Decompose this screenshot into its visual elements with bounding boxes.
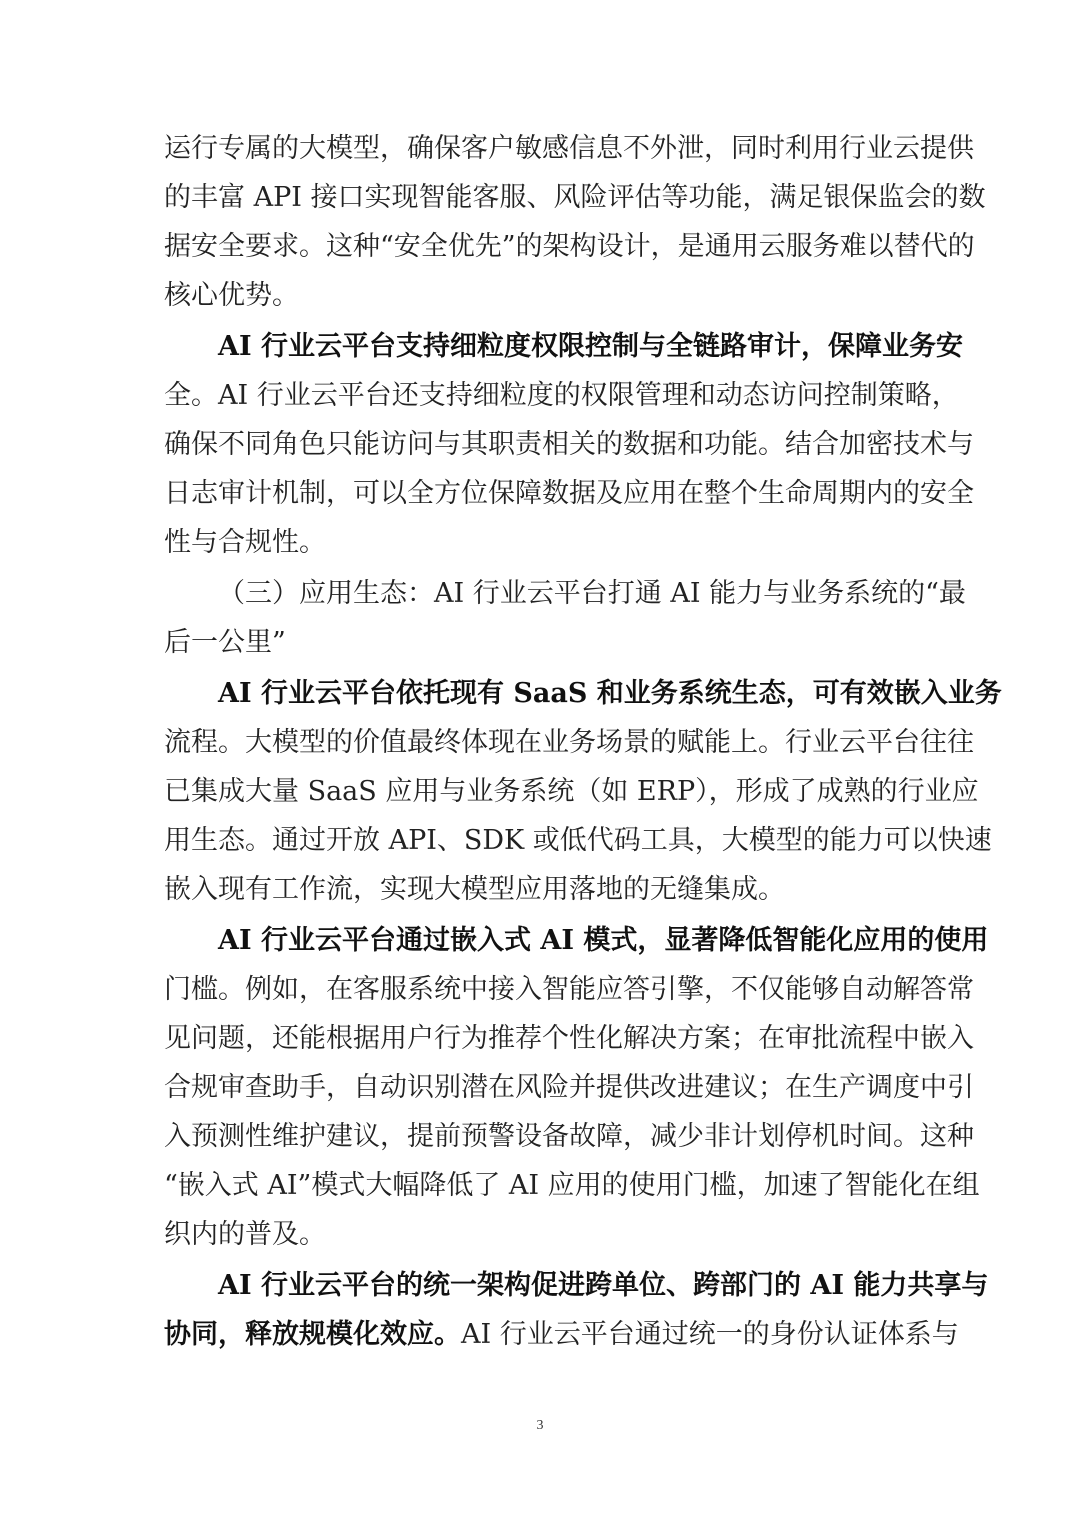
paragraph-lead: AI 行业云平台依托现有 SaaS 和业务系统生态，可有效嵌入业务 [218,678,1002,709]
paragraph-lead: AI 行业云平台支持细粒度权限控制与全链路审计，保障业务安 [218,331,963,362]
text-line: 入预测性维护建议，提前预警设备故障，减少非计划停机时间。这种 [164,1121,974,1152]
text-line: 性与合规性。 [164,527,326,558]
paragraph-lead: AI 行业云平台通过嵌入式 AI 模式，显著降低智能化应用的使用 [218,925,989,956]
text-line: 已集成大量 SaaS 应用与业务系统（如 ERP），形成了成熟的行业应 [164,776,979,807]
text-line: 嵌入现有工作流，实现大模型应用落地的无缝集成。 [164,874,785,905]
text-line: 的丰富 API 接口实现智能客服、风险评估等功能，满足银保监会的数 [164,182,986,213]
text-line: 确保不同角色只能访问与其职责相关的数据和功能。结合加密技术与 [164,429,974,460]
text-line: 见问题，还能根据用户行为推荐个性化解决方案；在审批流程中嵌入 [164,1023,974,1054]
text-line: 全。AI 行业云平台还支持细粒度的权限管理和动态访问控制策略， [164,380,959,411]
text-line: 门槛。例如，在客服系统中接入智能应答引擎，不仅能够自动解答常 [164,974,974,1005]
paragraph-lead: AI 行业云平台的统一架构促进跨单位、跨部门的 AI 能力共享与 [218,1270,989,1301]
text-line: 用生态。通过开放 API、SDK 或低代码工具，大模型的能力可以快速 [164,825,992,856]
document-body [164,124,1002,1359]
text-line: 据安全要求。这种“安全优先”的架构设计，是通用云服务难以替代的 [164,231,975,262]
text-line: 织内的普及。 [164,1219,326,1250]
text-line: 日志审计机制，可以全方位保障数据及应用在整个生命周期内的安全 [164,478,974,509]
text-line: 流程。大模型的价值最终体现在业务场景的赋能上。行业云平台往往 [164,727,974,758]
paragraph-lead-end: 协同，释放规模化效应。 [164,1319,461,1350]
text-line-mixed [164,1310,959,1359]
text-line: 合规审查助手，自动识别潜在风险并提供改进建议；在生产调度中引 [164,1072,974,1103]
paragraph-body-start: AI 行业云平台通过统一的身份认证体系与 [461,1319,959,1350]
section-heading: （三）应用生态：AI 行业云平台打通 AI 能力与业务系统的“最 [218,578,966,609]
page-number: 3 [536,1418,544,1433]
section-heading-cont: 后一公里” [164,627,286,658]
text-line: 核心优势。 [164,280,299,311]
text-line: “嵌入式 AI”模式大幅降低了 AI 应用的使用门槛，加速了智能化在组 [164,1170,980,1201]
text-line: 运行专属的大模型，确保客户敏感信息不外泄，同时利用行业云提供 [164,133,974,164]
